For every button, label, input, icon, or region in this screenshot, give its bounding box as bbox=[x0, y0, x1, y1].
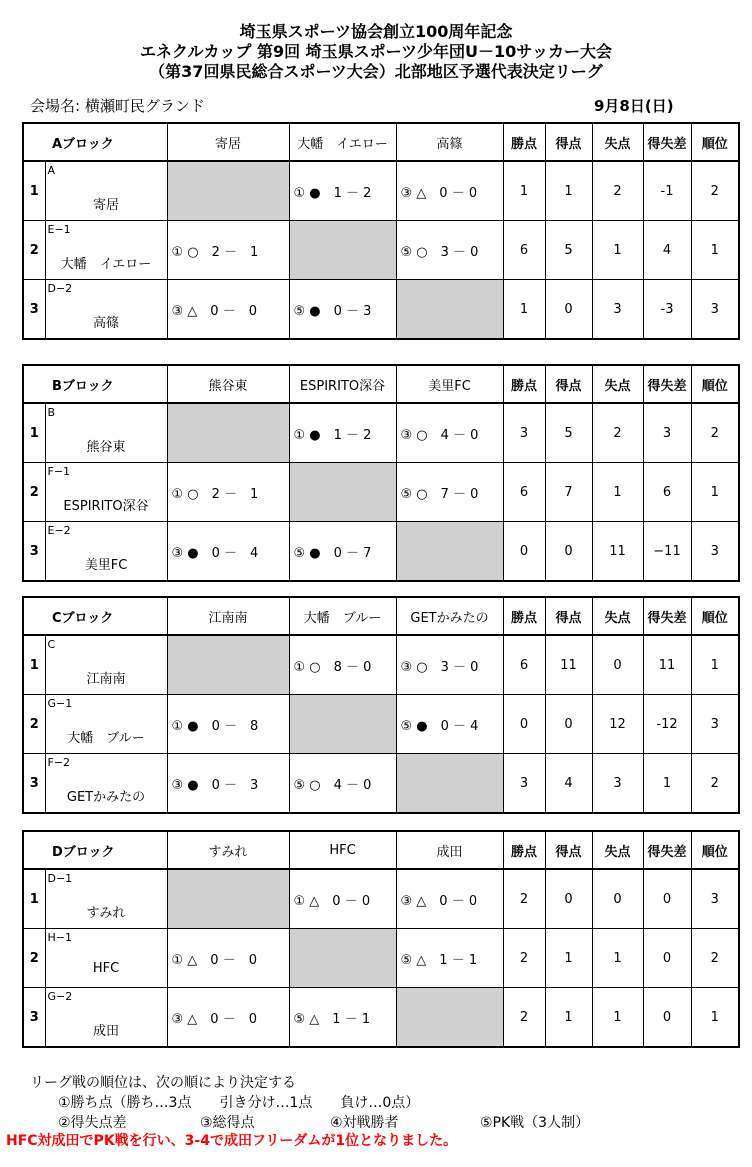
table-row bbox=[23, 463, 739, 522]
team-stat: 2 bbox=[691, 929, 739, 988]
team-code: C bbox=[47, 638, 56, 651]
team-stat: 0 bbox=[592, 869, 643, 929]
match-result: ③ △ 0 － 0 bbox=[167, 280, 289, 340]
title-line-3: （第37回県民総合スポーツ大会）北部地区予選代表決定リーグ bbox=[149, 62, 603, 81]
team-stat: 2 bbox=[503, 869, 545, 929]
team-name: 高篠 bbox=[92, 316, 119, 331]
column-team-name: 成田 bbox=[396, 831, 503, 869]
team-name: 美里FC bbox=[84, 558, 128, 573]
team-stat: 0 bbox=[503, 695, 545, 754]
stat-header: 得失差 bbox=[643, 365, 691, 403]
team-stat: 2 bbox=[592, 161, 643, 221]
block-table bbox=[22, 364, 740, 582]
team-stat: 12 bbox=[592, 695, 643, 754]
team-cell bbox=[45, 929, 167, 988]
table-row bbox=[23, 754, 739, 814]
team-stat: 1 bbox=[545, 161, 592, 221]
match-result: ⑤ ○ 7 － 0 bbox=[396, 463, 503, 522]
team-cell bbox=[45, 988, 167, 1048]
venue-label: 会場名: 横瀬町民グランド bbox=[30, 97, 205, 115]
team-code: D−2 bbox=[47, 282, 73, 295]
team-stat: −11 bbox=[643, 522, 691, 582]
team-stat: 4 bbox=[643, 221, 691, 280]
team-stat: 3 bbox=[691, 280, 739, 340]
self-match-cell bbox=[396, 522, 503, 582]
block-table bbox=[22, 596, 740, 814]
stat-header: 失点 bbox=[592, 123, 643, 161]
team-stat: 3 bbox=[592, 754, 643, 814]
team-code: E−1 bbox=[47, 223, 71, 236]
team-stat: 11 bbox=[545, 635, 592, 695]
team-stat: 0 bbox=[503, 522, 545, 582]
rule-5: ⑤PK戦（3人制） bbox=[480, 1115, 590, 1131]
team-stat: 11 bbox=[643, 635, 691, 695]
column-team-name: ESPIRITO深谷 bbox=[289, 365, 396, 403]
stat-header: 得失差 bbox=[643, 123, 691, 161]
self-match-cell bbox=[167, 635, 289, 695]
block-table bbox=[22, 122, 740, 340]
match-result: ③ ○ 4 － 0 bbox=[396, 403, 503, 463]
stat-header: 得点 bbox=[545, 831, 592, 869]
rule-3: ③総得点 bbox=[200, 1115, 255, 1131]
match-result: ⑤ △ 1 － 1 bbox=[396, 929, 503, 988]
match-result: ③ ○ 3 － 0 bbox=[396, 635, 503, 695]
table-row bbox=[23, 988, 739, 1048]
team-stat: 2 bbox=[691, 161, 739, 221]
stat-header: 得失差 bbox=[643, 831, 691, 869]
team-number: 2 bbox=[23, 929, 45, 988]
team-stat: 1 bbox=[592, 463, 643, 522]
team-stat: 3 bbox=[592, 280, 643, 340]
team-stat: 3 bbox=[691, 522, 739, 582]
table-row bbox=[23, 161, 739, 221]
block-name: Aブロック bbox=[23, 123, 167, 161]
stat-header: 得点 bbox=[545, 597, 592, 635]
team-name: HFC bbox=[92, 961, 120, 976]
team-stat: 2 bbox=[503, 988, 545, 1048]
team-name: ESPIRITO深谷 bbox=[63, 499, 149, 514]
block-name: Cブロック bbox=[23, 597, 167, 635]
column-team-name: 高篠 bbox=[396, 123, 503, 161]
table-row bbox=[23, 280, 739, 340]
team-stat: -3 bbox=[643, 280, 691, 340]
team-cell bbox=[45, 403, 167, 463]
team-stat: 6 bbox=[503, 463, 545, 522]
team-stat: 1 bbox=[592, 929, 643, 988]
team-cell bbox=[45, 754, 167, 814]
column-team-name: GETかみたの bbox=[396, 597, 503, 635]
stat-header: 順位 bbox=[691, 365, 739, 403]
team-number: 3 bbox=[23, 280, 45, 340]
column-team-name: HFC bbox=[289, 831, 396, 869]
team-name: 大幡 イエロー bbox=[60, 257, 152, 272]
team-stat: 2 bbox=[691, 403, 739, 463]
team-stat: 1 bbox=[545, 988, 592, 1048]
team-number: 1 bbox=[23, 869, 45, 929]
team-stat: 3 bbox=[691, 869, 739, 929]
team-name: すみれ bbox=[86, 906, 126, 921]
column-team-name: 江南南 bbox=[167, 597, 289, 635]
team-stat: 1 bbox=[503, 280, 545, 340]
match-result: ③ ● 0 － 3 bbox=[167, 754, 289, 814]
table-row bbox=[23, 403, 739, 463]
team-stat: 4 bbox=[545, 754, 592, 814]
match-result: ③ △ 0 － 0 bbox=[167, 988, 289, 1048]
self-match-cell bbox=[289, 695, 396, 754]
team-stat: 5 bbox=[545, 403, 592, 463]
match-result: ⑤ ● 0 － 7 bbox=[289, 522, 396, 582]
column-team-name: 熊谷東 bbox=[167, 365, 289, 403]
team-stat: 0 bbox=[545, 869, 592, 929]
team-stat: 0 bbox=[643, 988, 691, 1048]
team-stat: 3 bbox=[503, 403, 545, 463]
team-stat: 0 bbox=[643, 929, 691, 988]
team-code: E−2 bbox=[47, 524, 71, 537]
team-code: D−1 bbox=[47, 872, 73, 885]
team-stat: 6 bbox=[503, 635, 545, 695]
match-result: ⑤ ● 0 － 4 bbox=[396, 695, 503, 754]
rule-2: ②得失点差 bbox=[58, 1115, 127, 1131]
stat-header: 失点 bbox=[592, 831, 643, 869]
stat-header: 得点 bbox=[545, 365, 592, 403]
column-team-name: すみれ bbox=[167, 831, 289, 869]
stat-header: 失点 bbox=[592, 365, 643, 403]
self-match-cell bbox=[289, 463, 396, 522]
stat-header: 得失差 bbox=[643, 597, 691, 635]
rule-1: ①勝ち点（勝ち…3点 引き分け…1点 負け…0点） bbox=[58, 1095, 420, 1111]
self-match-cell bbox=[396, 988, 503, 1048]
team-stat: 2 bbox=[691, 754, 739, 814]
rules-intro: リーグ戦の順位は、次の順により決定する bbox=[30, 1075, 296, 1091]
team-name: 熊谷東 bbox=[86, 440, 126, 455]
team-cell bbox=[45, 161, 167, 221]
self-match-cell bbox=[167, 161, 289, 221]
team-cell bbox=[45, 869, 167, 929]
team-code: H−1 bbox=[47, 931, 72, 944]
team-stat: -12 bbox=[643, 695, 691, 754]
match-result: ⑤ △ 1 － 1 bbox=[289, 988, 396, 1048]
team-code: F−1 bbox=[47, 465, 71, 478]
team-stat: 1 bbox=[691, 635, 739, 695]
match-result: ① △ 0 － 0 bbox=[289, 869, 396, 929]
team-stat: 0 bbox=[545, 695, 592, 754]
rule-4: ④対戦勝者 bbox=[330, 1115, 399, 1131]
match-result: ③ △ 0 － 0 bbox=[396, 869, 503, 929]
match-result: ① ● 0 － 8 bbox=[167, 695, 289, 754]
team-code: B bbox=[47, 406, 56, 419]
self-match-cell bbox=[167, 869, 289, 929]
team-number: 3 bbox=[23, 522, 45, 582]
team-stat: 3 bbox=[691, 695, 739, 754]
stat-header: 勝点 bbox=[503, 365, 545, 403]
team-number: 1 bbox=[23, 403, 45, 463]
team-code: A bbox=[47, 164, 56, 177]
team-name: 寄居 bbox=[92, 198, 119, 213]
result-note: HFC対成田でPK戦を行い、3-4で成田フリーダムが1位となりました。 bbox=[6, 1133, 458, 1149]
team-stat: 3 bbox=[643, 403, 691, 463]
team-stat: 0 bbox=[545, 280, 592, 340]
team-stat: 1 bbox=[643, 754, 691, 814]
block-table bbox=[22, 830, 740, 1048]
match-result: ① △ 0 － 0 bbox=[167, 929, 289, 988]
block-name: Dブロック bbox=[23, 831, 167, 869]
title-line-1: 埼玉県スポーツ協会創立100周年記念 bbox=[239, 22, 513, 41]
team-stat: -1 bbox=[643, 161, 691, 221]
team-name: 成田 bbox=[92, 1024, 119, 1039]
stat-header: 順位 bbox=[691, 597, 739, 635]
stat-header: 勝点 bbox=[503, 597, 545, 635]
match-result: ① ○ 2 － 1 bbox=[167, 463, 289, 522]
team-stat: 1 bbox=[691, 221, 739, 280]
team-code: G−1 bbox=[47, 697, 73, 710]
team-stat: 6 bbox=[643, 463, 691, 522]
table-row bbox=[23, 522, 739, 582]
team-cell bbox=[45, 280, 167, 340]
match-result: ① ● 1 － 2 bbox=[289, 161, 396, 221]
team-name: GETかみたの bbox=[66, 790, 146, 805]
team-cell bbox=[45, 522, 167, 582]
table-row bbox=[23, 929, 739, 988]
match-result: ⑤ ○ 3 － 0 bbox=[396, 221, 503, 280]
team-number: 3 bbox=[23, 754, 45, 814]
team-stat: 1 bbox=[592, 988, 643, 1048]
column-team-name: 大幡 ブルー bbox=[289, 597, 396, 635]
match-result: ③ △ 0 － 0 bbox=[396, 161, 503, 221]
self-match-cell bbox=[289, 929, 396, 988]
team-stat: 2 bbox=[592, 403, 643, 463]
team-name: 大幡 ブルー bbox=[67, 731, 145, 746]
team-number: 3 bbox=[23, 988, 45, 1048]
title-line-2: エネクルカップ 第9回 埼玉県スポーツ少年団U－10サッカー大会 bbox=[140, 42, 612, 61]
team-code: F−2 bbox=[47, 756, 71, 769]
table-row bbox=[23, 695, 739, 754]
self-match-cell bbox=[396, 280, 503, 340]
team-stat: 11 bbox=[592, 522, 643, 582]
team-number: 2 bbox=[23, 463, 45, 522]
self-match-cell bbox=[167, 403, 289, 463]
team-stat: 1 bbox=[545, 929, 592, 988]
team-number: 2 bbox=[23, 221, 45, 280]
self-match-cell bbox=[396, 754, 503, 814]
team-cell bbox=[45, 695, 167, 754]
team-stat: 6 bbox=[503, 221, 545, 280]
team-cell bbox=[45, 221, 167, 280]
match-result: ⑤ ○ 4 － 0 bbox=[289, 754, 396, 814]
team-stat: 0 bbox=[592, 635, 643, 695]
column-team-name: 美里FC bbox=[396, 365, 503, 403]
team-code: G−2 bbox=[47, 990, 73, 1003]
team-stat: 1 bbox=[691, 988, 739, 1048]
match-result: ⑤ ● 0 － 3 bbox=[289, 280, 396, 340]
team-cell bbox=[45, 463, 167, 522]
stat-header: 勝点 bbox=[503, 123, 545, 161]
team-stat: 1 bbox=[691, 463, 739, 522]
match-result: ③ ● 0 － 4 bbox=[167, 522, 289, 582]
table-row bbox=[23, 869, 739, 929]
match-result: ① ○ 2 － 1 bbox=[167, 221, 289, 280]
table-row bbox=[23, 221, 739, 280]
match-result: ① ○ 8 － 0 bbox=[289, 635, 396, 695]
stat-header: 失点 bbox=[592, 597, 643, 635]
match-date: 9月8日(日) bbox=[594, 97, 674, 115]
team-number: 2 bbox=[23, 695, 45, 754]
team-stat: 0 bbox=[643, 869, 691, 929]
team-cell bbox=[45, 635, 167, 695]
team-number: 1 bbox=[23, 161, 45, 221]
stat-header: 得点 bbox=[545, 123, 592, 161]
team-stat: 0 bbox=[545, 522, 592, 582]
stat-header: 勝点 bbox=[503, 831, 545, 869]
column-team-name: 寄居 bbox=[167, 123, 289, 161]
stat-header: 順位 bbox=[691, 831, 739, 869]
match-result: ① ● 1 － 2 bbox=[289, 403, 396, 463]
team-stat: 3 bbox=[503, 754, 545, 814]
team-stat: 5 bbox=[545, 221, 592, 280]
column-team-name: 大幡 イエロー bbox=[289, 123, 396, 161]
self-match-cell bbox=[289, 221, 396, 280]
stat-header: 順位 bbox=[691, 123, 739, 161]
team-stat: 2 bbox=[503, 929, 545, 988]
block-name: Bブロック bbox=[23, 365, 167, 403]
team-name: 江南南 bbox=[86, 672, 126, 687]
team-number: 1 bbox=[23, 635, 45, 695]
team-stat: 7 bbox=[545, 463, 592, 522]
team-stat: 1 bbox=[503, 161, 545, 221]
team-stat: 1 bbox=[592, 221, 643, 280]
table-row bbox=[23, 635, 739, 695]
